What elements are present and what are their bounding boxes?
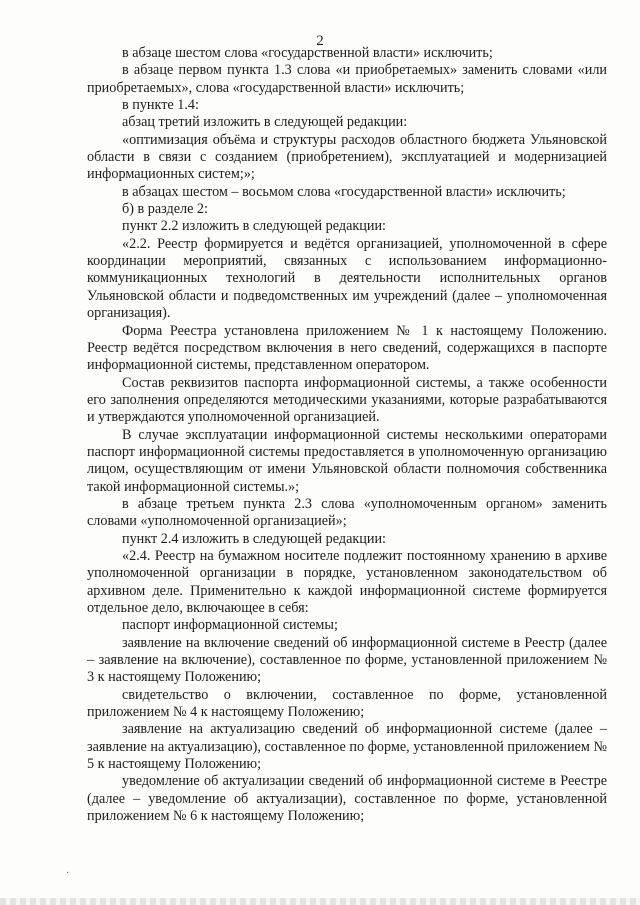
- paragraph: в абзаце шестом слова «государственной власти» исключить;: [122, 45, 493, 61]
- page-number: 2: [316, 33, 324, 49]
- scan-speck: ·: [66, 868, 70, 879]
- paragraph: свидетельство о включении, составленное по форме, установленной приложением № 4 к настоящему Положению;: [87, 686, 607, 721]
- paragraph: пункт 2.2 изложить в следующей редакции:: [122, 218, 386, 235]
- paragraph: В случае эксплуатации информационной системы несколькими операторами паспорт информационной системы предоставляется в уполномоченную организацию лицом, осуществляющим от имени Ульяновской области полномочия собственника такой информационной системы.»;: [87, 426, 607, 495]
- paragraph: Состав реквизитов паспорта информационной системы, а также особенности его заполнения определяются методическими указаниями, которые разрабатываются и утверждаются уполномоченной организацией.: [87, 374, 607, 426]
- paragraph: «2.2. Реестр формируется и ведётся организацией, уполномоченной в сфере координации мероприятий, связанных с использованием информационно-коммуникационных технологий в деятельности исполнительных органов Ульяновской области и подведомственных им учреждений (далее – уполномоченная организация).: [87, 235, 607, 322]
- paragraph: б) в разделе 2:: [122, 201, 208, 218]
- paragraph: паспорт информационной системы;: [122, 617, 338, 634]
- paragraph: в абзацах шестом – восьмом слова «государственной власти» исключить;: [122, 183, 566, 200]
- paragraph: «2.4. Реестр на бумажном носителе подлежит постоянному хранению в архиве уполномоченной организации в порядке, установленном законодательством об архивном деле. Применительно к каждой информационной системе формируется отдельное дело, включающее в себя:: [87, 547, 607, 616]
- paragraph: в абзаце третьем пункта 2.3 слова «уполномоченным органом» заменить словами «уполномоченной организацией»;: [87, 495, 607, 530]
- document-body: [87, 45, 607, 825]
- scan-bottom-edge: [0, 898, 640, 905]
- paragraph: «оптимизация объёма и структуры расходов областного бюджета Ульяновской области в связи с созданием (приобретением), эксплуатацией и модернизацией информационных систем;»;: [87, 131, 607, 183]
- paragraph: заявление на включение сведений об информационной системе в Реестр (далее – заявление на включение), составленное по форме, установленной приложением № 3 к настоящему Положению;: [87, 634, 607, 686]
- paragraph: пункт 2.4 изложить в следующей редакции:: [122, 530, 386, 547]
- paragraph: в абзаце первом пункта 1.3 слова «и приобретаемых» заменить словами «или приобретаемых», слова «государственной власти» исключить;: [87, 62, 607, 96]
- paragraph: уведомление об актуализации сведений об информационной системе в Реестре (далее – уведомление об актуализации), составленное по форме, установленной приложением № 6 к настоящему Положению;: [87, 773, 607, 825]
- paragraph: Форма Реестра установлена приложением № 1 к настоящему Положению. Реестр ведётся посредством включения в него сведений, содержащихся в паспорте информационной системы, представленном оператором.: [87, 322, 607, 374]
- paragraph: абзац третий изложить в следующей редакции:: [122, 114, 408, 131]
- paragraph: заявление на актуализацию сведений об информационной системе (далее – заявление на актуализацию), составленное по форме, установленной приложением № 5 к настоящему Положению;: [87, 721, 607, 773]
- paragraph: в пункте 1.4:: [122, 97, 199, 114]
